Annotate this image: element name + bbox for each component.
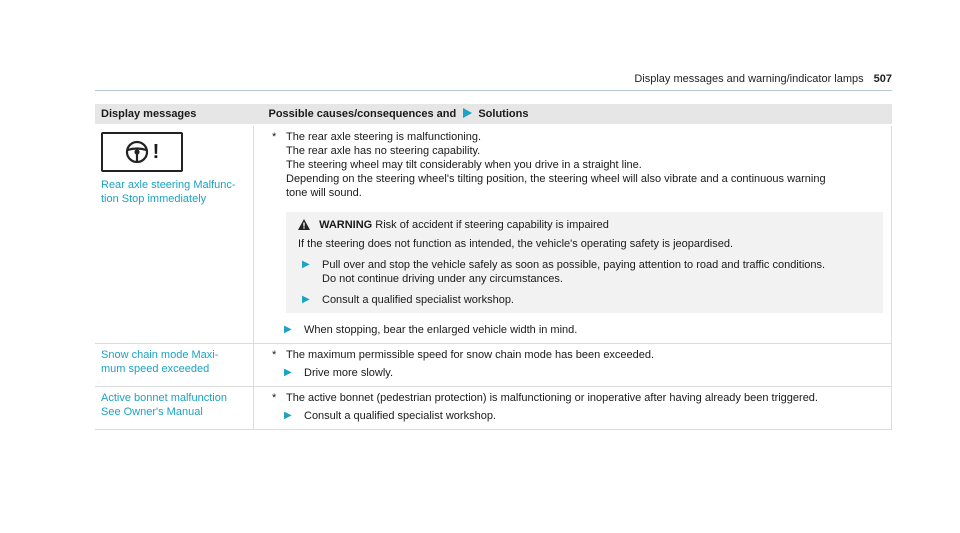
table-header-row <box>95 104 892 125</box>
arrow-right-icon: ▶ <box>302 294 310 305</box>
solution-step <box>272 323 885 337</box>
warning-step-line2: Do not continue driving under any circumstances. <box>322 273 563 285</box>
solution-step <box>272 366 885 380</box>
warning-body: If the steering does not function as intended, the vehicle's operating safety is jeopardised. <box>298 238 734 250</box>
message-text-line1: Rear axle steering Malfunc- <box>101 179 236 191</box>
table-row <box>95 125 892 344</box>
warning-box <box>286 212 883 313</box>
arrow-right-icon: ▶ <box>302 259 310 270</box>
col-header-display-messages: Display messages <box>95 104 254 125</box>
col-header-solutions-text: Solutions <box>478 108 529 120</box>
message-text-line1: Active bonnet malfunction <box>101 392 227 404</box>
cause-line: The active bonnet (pedestrian protection) is malfunctioning or inoperative after having already been triggered. <box>286 392 818 404</box>
message-text-line1: Snow chain mode Maxi- <box>101 349 219 361</box>
cause-line: The steering wheel may tilt considerably when you drive in a straight line. <box>286 159 642 171</box>
message-cell <box>95 344 254 387</box>
table-row <box>95 344 892 387</box>
cause-cell <box>254 125 892 344</box>
arrow-right-icon: ▶ <box>284 324 292 335</box>
header-rule <box>95 90 892 91</box>
warning-step <box>298 293 873 307</box>
arrow-right-icon: ▶ <box>284 410 292 421</box>
running-head-title: Display messages and warning/indicator lamps <box>634 73 864 85</box>
cause-block: * The rear axle steering is malfunctioning. The rear axle has no steering capability. The steering wheel may tilt considerably when you drive in a straight line. Depending on the steering wheel's tilting position, the steering wheel will also vibrate and a continuous warning tone will sound. <box>272 130 885 200</box>
warning-text: Risk of accident if steering capability is impaired <box>375 219 609 231</box>
warning-step-line1: Pull over and stop the vehicle safely as soon as possible, paying attention to road and traffic conditions. <box>322 259 826 271</box>
warning-step-line: Consult a qualified specialist workshop. <box>322 294 514 306</box>
message-text-line2: tion Stop immediately <box>101 193 207 205</box>
col-header-causes-text: Possible causes/consequences and <box>268 108 457 120</box>
running-head <box>634 73 892 85</box>
solution-text: Drive more slowly. <box>304 367 394 379</box>
arrow-right-icon: ▶ <box>284 367 292 378</box>
col-header-causes-solutions <box>254 104 892 125</box>
cause-cell: * The active bonnet (pedestrian protection) is malfunctioning or inoperative after having already been triggered. ▶ Consult a qualified specialist workshop. <box>254 387 892 430</box>
warning-title: WARNING <box>319 219 373 231</box>
message-text-line2: See Owner's Manual <box>101 406 203 418</box>
cause-line: Depending on the steering wheel's tilting position, the steering wheel will also vibrate and a continuous warning <box>286 173 826 185</box>
cause-line: tone will sound. <box>286 187 362 199</box>
cause-line: The rear axle steering is malfunctioning. <box>286 131 482 143</box>
warning-triangle-icon <box>298 219 310 230</box>
cause-line: The maximum permissible speed for snow chain mode has been exceeded. <box>286 349 655 361</box>
cause-cell: * The maximum permissible speed for snow chain mode has been exceeded. ▶ Drive more slowly. <box>254 344 892 387</box>
solution-step <box>272 409 885 423</box>
page-number: 507 <box>873 73 892 85</box>
display-messages-table <box>95 104 892 430</box>
message-cell <box>95 387 254 430</box>
message-cell <box>95 125 254 344</box>
solution-text: Consult a qualified specialist workshop. <box>304 410 496 422</box>
solution-text: When stopping, bear the enlarged vehicle width in mind. <box>304 324 578 336</box>
cause-line: The rear axle has no steering capability. <box>286 145 481 157</box>
warning-step <box>298 258 873 286</box>
table-row <box>95 387 892 430</box>
arrow-right-icon <box>462 108 472 118</box>
steering-wheel-warning-icon: ! <box>101 132 183 172</box>
message-text-line2: mum speed exceeded <box>101 363 210 375</box>
